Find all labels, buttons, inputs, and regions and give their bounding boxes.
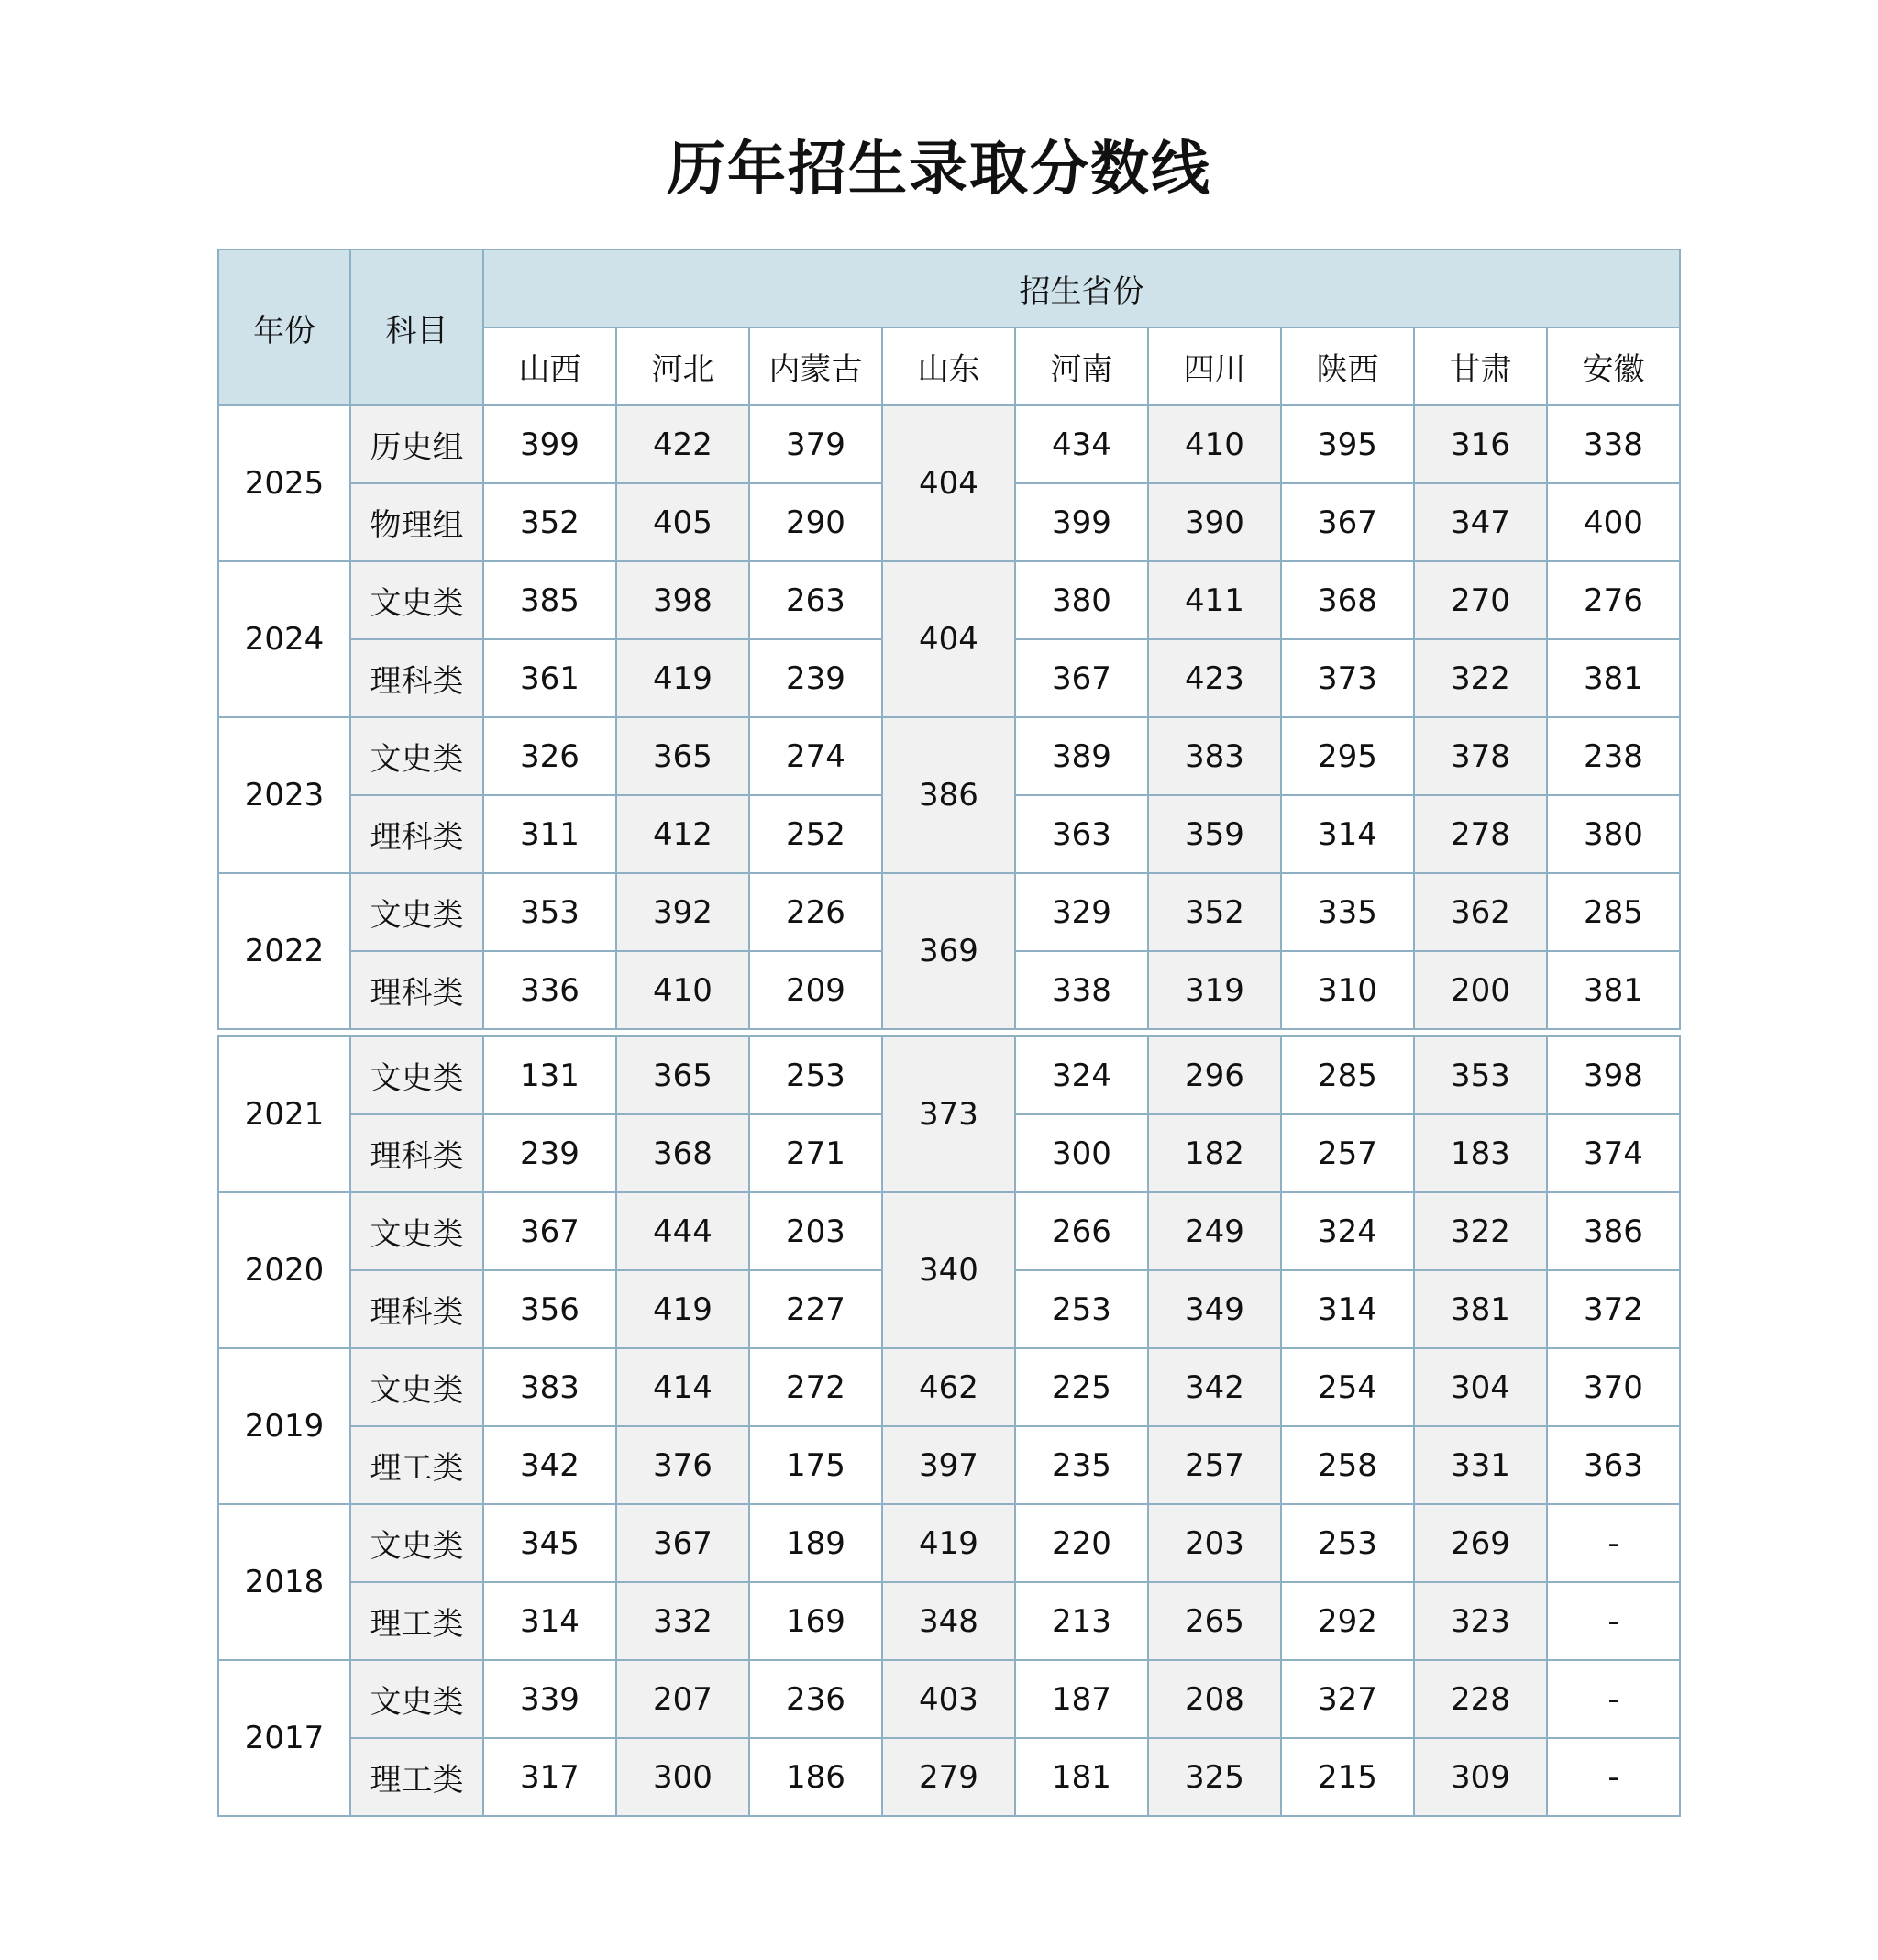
header-subject: 科目 [350,249,483,405]
score-cell: 329 [1015,873,1148,951]
score-cell: 209 [749,951,882,1029]
score-cell: 340 [882,1192,1015,1348]
score-cell: 404 [882,561,1015,717]
score-cell: 373 [1281,639,1414,717]
score-cell: 410 [616,951,749,1029]
score-cell: 338 [1015,951,1148,1029]
score-cell: 269 [1414,1504,1547,1582]
page-title: 历年招生录取分数线 [667,135,1211,204]
table-row [218,1660,1680,1738]
header-province: 甘肃 [1414,327,1547,405]
score-cell: 414 [616,1348,749,1426]
score-cell: 353 [483,873,616,951]
score-cell: 422 [616,405,749,483]
score-cell: 203 [1148,1504,1281,1582]
score-cell: 300 [1015,1114,1148,1192]
subject-cell: 理科类 [350,951,483,1029]
score-cell: 265 [1148,1582,1281,1660]
score-cell: 279 [882,1738,1015,1816]
score-cell: 239 [749,639,882,717]
score-cell: 348 [882,1582,1015,1660]
score-cell: 322 [1414,1192,1547,1270]
score-table-container [217,249,1681,1817]
score-cell: 263 [749,561,882,639]
subject-cell: 理工类 [350,1426,483,1504]
score-cell: 207 [616,1660,749,1738]
score-cell: 380 [1547,795,1680,873]
year-cell: 2022 [218,873,350,1029]
subject-cell: 文史类 [350,1660,483,1738]
score-cell: 182 [1148,1114,1281,1192]
score-cell: - [1547,1738,1680,1816]
header-province: 山东 [882,327,1015,405]
header-province: 内蒙古 [749,327,882,405]
score-cell: 356 [483,1270,616,1348]
score-cell: 342 [1148,1348,1281,1426]
score-table [217,249,1681,1817]
score-cell: 200 [1414,951,1547,1029]
score-cell: 462 [882,1348,1015,1426]
score-cell: 381 [1547,951,1680,1029]
score-cell: 367 [1281,483,1414,561]
score-cell: 376 [616,1426,749,1504]
score-cell: 411 [1148,561,1281,639]
score-cell: 378 [1414,717,1547,795]
score-cell: 338 [1547,405,1680,483]
score-cell: 276 [1547,561,1680,639]
table-row [218,1426,1680,1504]
score-cell: 253 [749,1036,882,1114]
score-cell: 316 [1414,405,1547,483]
score-cell: 353 [1414,1036,1547,1114]
section-gap-cell [218,1029,1680,1036]
score-cell: 235 [1015,1426,1148,1504]
header-province: 四川 [1148,327,1281,405]
score-cell: 336 [483,951,616,1029]
table-row [218,1348,1680,1426]
score-cell: 352 [483,483,616,561]
header-province: 山西 [483,327,616,405]
score-cell: 285 [1281,1036,1414,1114]
score-cell: 220 [1015,1504,1148,1582]
score-cell: 208 [1148,1660,1281,1738]
year-cell: 2025 [218,405,350,561]
subject-cell: 物理组 [350,483,483,561]
score-cell: 412 [616,795,749,873]
score-cell: 285 [1547,873,1680,951]
score-cell: 324 [1281,1192,1414,1270]
score-cell: 257 [1148,1426,1281,1504]
score-cell: 314 [1281,1270,1414,1348]
score-cell: 254 [1281,1348,1414,1426]
score-cell: 203 [749,1192,882,1270]
score-cell: 239 [483,1114,616,1192]
header-province: 安徽 [1547,327,1680,405]
score-cell: 304 [1414,1348,1547,1426]
score-cell: 225 [1015,1348,1148,1426]
table-row [218,1192,1680,1270]
score-cell: 326 [483,717,616,795]
score-cell: 187 [1015,1660,1148,1738]
score-cell: 367 [483,1192,616,1270]
score-cell: 295 [1281,717,1414,795]
score-cell: 322 [1414,639,1547,717]
score-cell: 368 [1281,561,1414,639]
score-cell: 370 [1547,1348,1680,1426]
score-cell: 386 [1547,1192,1680,1270]
score-cell: 379 [749,405,882,483]
score-cell: 226 [749,873,882,951]
year-cell: 2024 [218,561,350,717]
subject-cell: 文史类 [350,561,483,639]
subject-cell: 历史组 [350,405,483,483]
score-cell: 314 [1281,795,1414,873]
score-cell: 215 [1281,1738,1414,1816]
score-cell: 390 [1148,483,1281,561]
score-cell: 405 [616,483,749,561]
score-cell: 228 [1414,1660,1547,1738]
score-cell: 345 [483,1504,616,1582]
score-cell: 380 [1015,561,1148,639]
score-cell: 309 [1414,1738,1547,1816]
score-cell: 381 [1547,639,1680,717]
score-cell: 389 [1015,717,1148,795]
score-cell: 325 [1148,1738,1281,1816]
score-cell: 363 [1547,1426,1680,1504]
table-row [218,1504,1680,1582]
subject-cell: 理科类 [350,795,483,873]
score-cell: 323 [1414,1582,1547,1660]
score-cell: 257 [1281,1114,1414,1192]
score-cell: 362 [1414,873,1547,951]
score-cell: 419 [616,1270,749,1348]
score-cell: 271 [749,1114,882,1192]
year-cell: 2021 [218,1036,350,1192]
score-cell: 335 [1281,873,1414,951]
score-cell: 332 [616,1582,749,1660]
score-cell: 131 [483,1036,616,1114]
score-cell: 372 [1547,1270,1680,1348]
year-cell: 2023 [218,717,350,873]
score-cell: 252 [749,795,882,873]
subject-cell: 理工类 [350,1738,483,1816]
score-cell: 369 [882,873,1015,1029]
score-cell: 270 [1414,561,1547,639]
score-cell: 359 [1148,795,1281,873]
score-cell: 361 [483,639,616,717]
score-cell: 383 [1148,717,1281,795]
score-cell: 310 [1281,951,1414,1029]
score-cell: 403 [882,1660,1015,1738]
section-gap [218,1029,1680,1036]
score-cell: 349 [1148,1270,1281,1348]
year-cell: 2017 [218,1660,350,1816]
score-cell: 169 [749,1582,882,1660]
score-cell: 368 [616,1114,749,1192]
score-cell: 385 [483,561,616,639]
subject-cell: 理科类 [350,1270,483,1348]
score-cell: 274 [749,717,882,795]
score-cell: 392 [616,873,749,951]
score-cell: 395 [1281,405,1414,483]
table-row [218,561,1680,639]
score-cell: 272 [749,1348,882,1426]
score-cell: 227 [749,1270,882,1348]
score-cell: 339 [483,1660,616,1738]
table-row [218,1738,1680,1816]
year-cell: 2020 [218,1192,350,1348]
score-cell: 352 [1148,873,1281,951]
score-cell: - [1547,1660,1680,1738]
score-cell: 213 [1015,1582,1148,1660]
score-cell: 399 [483,405,616,483]
score-cell: 419 [882,1504,1015,1582]
score-cell: 347 [1414,483,1547,561]
score-cell: 383 [483,1348,616,1426]
score-cell: 363 [1015,795,1148,873]
header-year: 年份 [218,249,350,405]
score-cell: - [1547,1504,1680,1582]
score-cell: 317 [483,1738,616,1816]
score-cell: 367 [1015,639,1148,717]
score-cell: 314 [483,1582,616,1660]
subject-cell: 文史类 [350,1504,483,1582]
subject-cell: 文史类 [350,1036,483,1114]
score-cell: 444 [616,1192,749,1270]
score-cell: 397 [882,1426,1015,1504]
score-cell: 423 [1148,639,1281,717]
year-cell: 2019 [218,1348,350,1504]
score-cell: 292 [1281,1582,1414,1660]
score-cell: - [1547,1582,1680,1660]
header-provinces-group: 招生省份 [483,249,1680,327]
subject-cell: 理科类 [350,639,483,717]
header-province: 河南 [1015,327,1148,405]
score-cell: 404 [882,405,1015,561]
score-cell: 419 [616,639,749,717]
score-cell: 249 [1148,1192,1281,1270]
table-body [218,405,1680,1816]
table-row [218,405,1680,483]
score-cell: 365 [616,717,749,795]
score-cell: 266 [1015,1192,1148,1270]
year-cell: 2018 [218,1504,350,1660]
score-cell: 253 [1281,1504,1414,1582]
score-cell: 300 [616,1738,749,1816]
score-cell: 319 [1148,951,1281,1029]
table-row [218,1036,1680,1114]
score-cell: 175 [749,1426,882,1504]
subject-cell: 文史类 [350,1348,483,1426]
header-province: 河北 [616,327,749,405]
score-cell: 183 [1414,1114,1547,1192]
score-cell: 365 [616,1036,749,1114]
table-row [218,717,1680,795]
score-cell: 253 [1015,1270,1148,1348]
score-cell: 398 [616,561,749,639]
score-cell: 236 [749,1660,882,1738]
score-cell: 331 [1414,1426,1547,1504]
score-cell: 186 [749,1738,882,1816]
score-cell: 400 [1547,483,1680,561]
score-cell: 434 [1015,405,1148,483]
table-row [218,1582,1680,1660]
score-cell: 290 [749,483,882,561]
score-cell: 386 [882,717,1015,873]
score-cell: 296 [1148,1036,1281,1114]
score-cell: 324 [1015,1036,1148,1114]
score-cell: 238 [1547,717,1680,795]
score-cell: 381 [1414,1270,1547,1348]
subject-cell: 理工类 [350,1582,483,1660]
subject-cell: 文史类 [350,717,483,795]
subject-cell: 文史类 [350,1192,483,1270]
score-cell: 278 [1414,795,1547,873]
subject-cell: 文史类 [350,873,483,951]
table-row [218,873,1680,951]
score-cell: 399 [1015,483,1148,561]
score-cell: 189 [749,1504,882,1582]
score-cell: 398 [1547,1036,1680,1114]
score-cell: 367 [616,1504,749,1582]
score-cell: 258 [1281,1426,1414,1504]
header-province: 陕西 [1281,327,1414,405]
score-cell: 181 [1015,1738,1148,1816]
score-cell: 311 [483,795,616,873]
score-cell: 327 [1281,1660,1414,1738]
score-cell: 374 [1547,1114,1680,1192]
score-cell: 410 [1148,405,1281,483]
score-cell: 373 [882,1036,1015,1192]
score-cell: 342 [483,1426,616,1504]
subject-cell: 理科类 [350,1114,483,1192]
